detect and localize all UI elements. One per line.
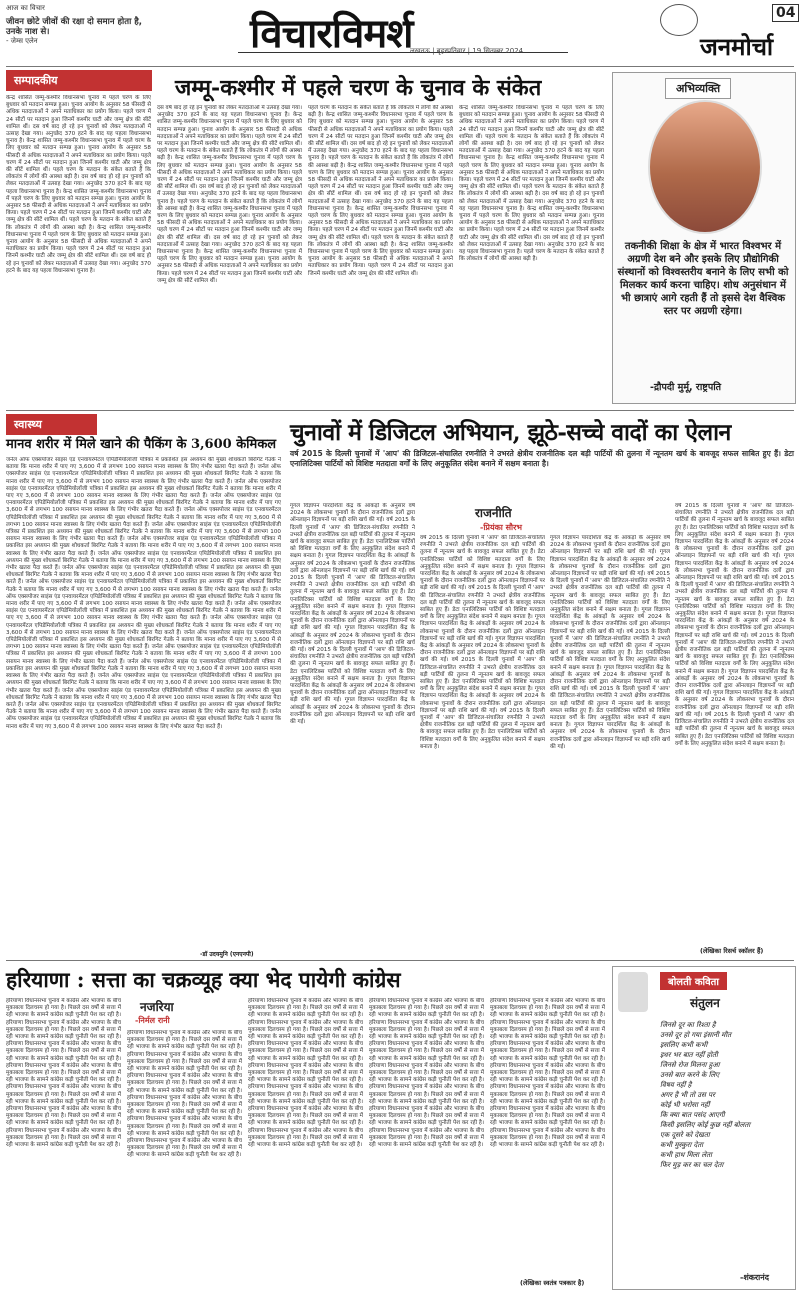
haryana-col-5: हरियाणा विधानसभा चुनाव में कांग्रेस और भाजपा के बीच मुकाबला दिलचस्प हो गया है। पिछले दस वर्षों से सत्ता में रही भाजपा के सामने कांग्रेस कड़ी चुनौती पेश कर रही है। हरियाणा विधानसभा चुनाव में कांग्रेस और भाजपा के बीच मुकाबला दिलचस्प हो गया है। पिछले दस वर्षों से सत्ता में रही भाजपा के सामने कांग्रेस कड़ी चुनौती पेश कर रही है। हरियाणा विधानसभा चुनाव में कांग्रेस और भाजपा के बीच मुकाबला दिलचस्प हो गया है। पिछले दस वर्षों से सत्ता में रही भाजपा के सामने कांग्रेस कड़ी चुनौती पेश कर रही है। हरियाणा विधानसभा चुनाव में कांग्रेस और भाजपा के बीच मुकाबला दिलचस्प हो गया है। पिछले दस वर्षों से सत्ता में रही भाजपा के सामने कांग्रेस कड़ी चुनौती पेश कर रही है। हरियाणा विधानसभा चुनाव में कांग्रेस और भाजपा के बीच मुकाबला दिलचस्प हो गया है। पिछले दस वर्षों से सत्ता में रही भाजपा के सामने कांग्रेस कड़ी चुनौती पेश कर रही है। हरियाणा विधानसभा चुनाव में कांग्रेस और भाजपा के बीच मुकाबला दिलचस्प हो गया है। पिछले दस वर्षों से सत्ता में रही भाजपा के सामने कांग्रेस कड़ी चुनौती पेश कर रही है। हरियाणा विधानसभा चुनाव में कांग्रेस और भाजपा के बीच मुकाबला दिलचस्प हो गया है। पिछले दस वर्षों से सत्ता में रही भाजपा के सामने कांग्रेस कड़ी चुनौती पेश कर रही है।: [490, 998, 605, 1149]
editorial-headline: जम्मू-कश्मीर में पहले चरण के चुनाव के संकेत: [175, 75, 542, 101]
health-headline: मानव शरीर में मिले खाने की पैकिंग के 3,600 केमिकल: [6, 437, 277, 452]
thought-author: - जेम्स एलेन: [6, 37, 38, 45]
president-portrait: [648, 100, 762, 234]
poem-line: कभी मुस्कुरा देता: [660, 1141, 704, 1149]
masthead-rule: [6, 66, 794, 67]
health-body: जर्नल ऑफ एक्सपोजर साइंस एंड एनवायरमेंटल एपिडेमियोलॉजी पत्रिका में प्रकाशित इस अध्ययन की मुख्य शोधकर्ता बिरगिट गेउके ने बताया कि मानव शरीर में पाए गए 3,600 में से लगभग 100 रसायन मानव स्वास्थ्य के लिए गंभीर खतरा पैदा करते हैं। जर्नल ऑफ एक्सपोजर साइंस एंड एनवायरमेंटल एपिडेमियोलॉजी पत्रिका में प्रकाशित इस अध्ययन की मुख्य शोधकर्ता बिरगिट गेउके ने बताया कि मानव शरीर में पाए गए 3,600 में से लगभग 100 रसायन मानव स्वास्थ्य के लिए गंभीर खतरा पैदा करते हैं। जर्नल ऑफ एक्सपोजर साइंस एंड एनवायरमेंटल एपिडेमियोलॉजी पत्रिका में प्रकाशित इस अध्ययन की मुख्य शोधकर्ता बिरगिट गेउके ने बताया कि मानव शरीर में पाए गए 3,600 में से लगभग 100 रसायन मानव स्वास्थ्य के लिए गंभीर खतरा पैदा करते हैं। जर्नल ऑफ एक्सपोजर साइंस एंड एनवायरमेंटल एपिडेमियोलॉजी पत्रिका में प्रकाशित इस अध्ययन की मुख्य शोधकर्ता बिरगिट गेउके ने बताया कि मानव शरीर में पाए गए 3,600 में से लगभग 100 रसायन मानव स्वास्थ्य के लिए गंभीर खतरा पैदा करते हैं। जर्नल ऑफ एक्सपोजर साइंस एंड एनवायरमेंटल एपिडेमियोलॉजी पत्रिका में प्रकाशित इस अध्ययन की मुख्य शोधकर्ता बिरगिट गेउके ने बताया कि मानव शरीर में पाए गए 3,600 में से लगभग 100 रसायन मानव स्वास्थ्य के लिए गंभीर खतरा पैदा करते हैं। जर्नल ऑफ एक्सपोजर साइंस एंड एनवायरमेंटल एपिडेमियोलॉजी पत्रिका में प्रकाशित इस अध्ययन की मुख्य शोधकर्ता बिरगिट गेउके ने बताया कि मानव शरीर में पाए गए 3,600 में से लगभग 100 रसायन मानव स्वास्थ्य के लिए गंभीर खतरा पैदा करते हैं। जर्नल ऑफ एक्सपोजर साइंस एंड एनवायरमेंटल एपिडेमियोलॉजी पत्रिका में प्रकाशित इस अध्ययन की मुख्य शोधकर्ता बिरगिट गेउके ने बताया कि मानव शरीर में पाए गए 3,600 में से लगभग 100 रसायन मानव स्वास्थ्य के लिए गंभीर खतरा पैदा करते हैं। जर्नल ऑफ एक्सपोजर साइंस एंड एनवायरमेंटल एपिडेमियोलॉजी पत्रिका में प्रकाशित इस अध्ययन की मुख्य शोधकर्ता बिरगिट गेउके ने बताया कि मानव शरीर में पाए गए 3,600 में से लगभग 100 रसायन मानव स्वास्थ्य के लिए गंभीर खतरा पैदा करते हैं। जर्नल ऑफ एक्सपोजर साइंस एंड एनवायरमेंटल एपिडेमियोलॉजी पत्रिका में प्रकाशित इस अध्ययन की मुख्य शोधकर्ता बिरगिट गेउके ने बताया कि मानव शरीर में पाए गए 3,600 में से लगभग 100 रसायन मानव स्वास्थ्य के लिए गंभीर खतरा पैदा करते हैं। जर्नल ऑफ एक्सपोजर साइंस एंड एनवायरमेंटल एपिडेमियोलॉजी पत्रिका में प्रकाशित इस अध्ययन की मुख्य शोधकर्ता बिरगिट गेउके ने बताया कि मानव शरीर में पाए गए 3,600 में से लगभग 100 रसायन मानव स्वास्थ्य के लिए गंभीर खतरा पैदा करते हैं। जर्नल ऑफ एक्सपोजर साइंस एंड एनवायरमेंटल एपिडेमियोलॉजी पत्रिका में प्रकाशित इस अध्ययन की मुख्य शोधकर्ता बिरगिट गेउके ने बताया कि मानव शरीर में पाए गए 3,600 में से लगभग 100 रसायन मानव स्वास्थ्य के लिए गंभीर खतरा पैदा करते हैं। जर्नल ऑफ एक्सपोजर साइंस एंड एनवायरमेंटल एपिडेमियोलॉजी पत्रिका में प्रकाशित इस अध्ययन की मुख्य शोधकर्ता बिरगिट गेउके ने बताया कि मानव शरीर में पाए गए 3,600 में से लगभग 100 रसायन मानव स्वास्थ्य के लिए गंभीर खतरा पैदा करते हैं। जर्नल ऑफ एक्सपोजर साइंस एंड एनवायरमेंटल एपिडेमियोलॉजी पत्रिका में प्रकाशित इस अध्ययन की मुख्य शोधकर्ता बिरगिट गेउके ने बताया कि मानव शरीर में पाए गए 3,600 में से लगभग 100 रसायन मानव स्वास्थ्य के लिए गंभीर खतरा पैदा करते हैं। जर्नल ऑफ एक्सपोजर साइंस एंड एनवायरमेंटल एपिडेमियोलॉजी पत्रिका में प्रकाशित इस अध्ययन की मुख्य शोधकर्ता बिरगिट गेउके ने बताया कि मानव शरीर में पाए गए 3,600 में से लगभग 100 रसायन मानव स्वास्थ्य के लिए गंभीर खतरा पैदा करते हैं। जर्नल ऑफ एक्सपोजर साइंस एंड एनवायरमेंटल एपिडेमियोलॉजी पत्रिका में प्रकाशित इस अध्ययन की मुख्य शोधकर्ता बिरगिट गेउके ने बताया कि मानव शरीर में पाए गए 3,600 में से लगभग 100 रसायन मानव स्वास्थ्य के लिए गंभीर खतरा पैदा करते हैं। जर्नल ऑफ एक्सपोजर साइंस एंड एनवायरमेंटल एपिडेमियोलॉजी पत्रिका में प्रकाशित इस अध्ययन की मुख्य शोधकर्ता बिरगिट गेउके ने बताया कि मानव शरीर में पाए गए 3,600 में से लगभग 100 रसायन मानव स्वास्थ्य के लिए गंभीर खतरा पैदा करते हैं। जर्नल ऑफ एक्सपोजर साइंस एंड एनवायरमेंटल एपिडेमियोलॉजी पत्रिका में प्रकाशित इस अध्ययन की मुख्य शोधकर्ता बिरगिट गेउके ने बताया कि मानव शरीर में पाए गए 3,600 में से लगभग 100 रसायन मानव स्वास्थ्य के लिए गंभीर खतरा पैदा करते हैं। जर्नल ऑफ एक्सपोजर साइंस एंड एनवायरमेंटल एपिडेमियोलॉजी पत्रिका में प्रकाशित इस अध्ययन की मुख्य शोधकर्ता बिरगिट गेउके ने बताया कि मानव शरीर में पाए गए 3,600 में से लगभग 100 रसायन मानव स्वास्थ्य के लिए गंभीर खतरा पैदा करते हैं। जर्नल ऑफ एक्सपोजर साइंस एंड एनवायरमेंटल एपिडेमियोलॉजी पत्रिका में प्रकाशित इस अध्ययन की मुख्य शोधकर्ता बिरगिट गेउके ने बताया कि मानव शरीर में पाए गए 3,600 में से लगभग 100 रसायन मानव स्वास्थ्य के लिए गंभीर खतरा पैदा करते हैं। जर्नल ऑफ एक्सपोजर साइंस एंड एनवायरमेंटल एपिडेमियोलॉजी पत्रिका में प्रकाशित इस अध्ययन की मुख्य शोधकर्ता बिरगिट गेउके ने बताया कि मानव शरीर में पाए गए 3,600 में से लगभग 100 रसायन मानव स्वास्थ्य के लिए गंभीर खतरा पैदा करते हैं।: [6, 457, 281, 730]
poem-line: जिनसे दूर का रिश्ता है: [660, 1021, 716, 1029]
health-credit: -डॉ उदयमुनि (एनएनपी): [200, 951, 254, 958]
poem-lines: [660, 1020, 790, 1170]
poem-line: फिर मुड़ कर का चल देता: [660, 1161, 724, 1169]
section-rule-2: [6, 960, 794, 961]
poem-line: किसी इसलिए कोई कुछ नहीं बोलता: [660, 1121, 751, 1129]
lead-deck: वर्ष 2015 के दिल्ली चुनावों में 'आप' की डिजिटल-संचालित रणनीति ने उभरते क्षेत्रीय राजनीतिक दल बड़ी पार्टियों की तुलना में न्यूनतम खर्च के बावजूद सफल साबित हुए हैं। डेटा एनालिटिक्स पार्टियों को विशिष्ट मतदाता वर्गों के लिए अनुकूलित संदेश बनाने में सक्षम बनाता है।: [290, 449, 794, 468]
poet-portrait: [618, 972, 648, 1012]
haryana-col-3: हरियाणा विधानसभा चुनाव में कांग्रेस और भाजपा के बीच मुकाबला दिलचस्प हो गया है। पिछले दस वर्षों से सत्ता में रही भाजपा के सामने कांग्रेस कड़ी चुनौती पेश कर रही है। हरियाणा विधानसभा चुनाव में कांग्रेस और भाजपा के बीच मुकाबला दिलचस्प हो गया है। पिछले दस वर्षों से सत्ता में रही भाजपा के सामने कांग्रेस कड़ी चुनौती पेश कर रही है। हरियाणा विधानसभा चुनाव में कांग्रेस और भाजपा के बीच मुकाबला दिलचस्प हो गया है। पिछले दस वर्षों से सत्ता में रही भाजपा के सामने कांग्रेस कड़ी चुनौती पेश कर रही है। हरियाणा विधानसभा चुनाव में कांग्रेस और भाजपा के बीच मुकाबला दिलचस्प हो गया है। पिछले दस वर्षों से सत्ता में रही भाजपा के सामने कांग्रेस कड़ी चुनौती पेश कर रही है। हरियाणा विधानसभा चुनाव में कांग्रेस और भाजपा के बीच मुकाबला दिलचस्प हो गया है। पिछले दस वर्षों से सत्ता में रही भाजपा के सामने कांग्रेस कड़ी चुनौती पेश कर रही है। हरियाणा विधानसभा चुनाव में कांग्रेस और भाजपा के बीच मुकाबला दिलचस्प हो गया है। पिछले दस वर्षों से सत्ता में रही भाजपा के सामने कांग्रेस कड़ी चुनौती पेश कर रही है। हरियाणा विधानसभा चुनाव में कांग्रेस और भाजपा के बीच मुकाबला दिलचस्प हो गया है। पिछले दस वर्षों से सत्ता में रही भाजपा के सामने कांग्रेस कड़ी चुनौती पेश कर रही है।: [248, 998, 363, 1149]
haryana-footer-author: (लेखिका स्वतंत्र पत्रकार है): [520, 1279, 585, 1287]
poem-line: उनसे दूर हो गया इंसानी मौत: [660, 1031, 732, 1039]
haryana-headline: हरियाणा : सत्ता का चक्रव्यूह क्या भेद पायेगी कांग्रेस: [6, 967, 401, 992]
quote-box-title: अभिव्यक्ति: [665, 78, 731, 99]
poem-line: कि क्या बात पसंद आएगी: [660, 1111, 725, 1119]
poem-line: एक दूसरे को देखता: [660, 1131, 710, 1139]
editorial-col-2: दस वर्ष बाद हो रहे इन चुनावों को लेकर मतदाताओं में उत्साह देखा गया। अनुच्छेद 370 हटने के बाद यह पहला विधानसभा चुनाव है। केन्द्र शासित जम्मू-कश्मीर विधानसभा चुनाव में पहले चरण के लिए बुधवार को मतदान सम्पन्न हुआ। चुनाव आयोग के अनुसार 58 फीसदी से अधिक मतदाताओं ने अपने मताधिकार का प्रयोग किया। पहले चरण में 24 सीटों पर मतदान हुआ जिनमें कश्मीर घाटी और जम्मू क्षेत्र की सीटें शामिल थीं। पहले चरण के मतदान के संकेत बताते हैं कि लोकतंत्र में लोगों की आस्था बढ़ी है। केन्द्र शासित जम्मू-कश्मीर विधानसभा चुनाव में पहले चरण के लिए बुधवार को मतदान सम्पन्न हुआ। चुनाव आयोग के अनुसार 58 फीसदी से अधिक मतदाताओं ने अपने मताधिकार का प्रयोग किया। पहले चरण में 24 सीटों पर मतदान हुआ जिनमें कश्मीर घाटी और जम्मू क्षेत्र की सीटें शामिल थीं। दस वर्ष बाद हो रहे इन चुनावों को लेकर मतदाताओं में उत्साह देखा गया। अनुच्छेद 370 हटने के बाद यह पहला विधानसभा चुनाव है। पहले चरण के मतदान के संकेत बताते हैं कि लोकतंत्र में लोगों की आस्था बढ़ी है। केन्द्र शासित जम्मू-कश्मीर विधानसभा चुनाव में पहले चरण के लिए बुधवार को मतदान सम्पन्न हुआ। चुनाव आयोग के अनुसार 58 फीसदी से अधिक मतदाताओं ने अपने मताधिकार का प्रयोग किया। पहले चरण में 24 सीटों पर मतदान हुआ जिनमें कश्मीर घाटी और जम्मू क्षेत्र की सीटें शामिल थीं। दस वर्ष बाद हो रहे इन चुनावों को लेकर मतदाताओं में उत्साह देखा गया। अनुच्छेद 370 हटने के बाद यह पहला विधानसभा चुनाव है। केन्द्र शासित जम्मू-कश्मीर विधानसभा चुनाव में पहले चरण के लिए बुधवार को मतदान सम्पन्न हुआ। चुनाव आयोग के अनुसार 58 फीसदी से अधिक मतदाताओं ने अपने मताधिकार का प्रयोग किया। पहले चरण में 24 सीटों पर मतदान हुआ जिनमें कश्मीर घाटी और जम्मू क्षेत्र की सीटें शामिल थीं।: [157, 105, 302, 284]
poem-line: इधर भर बात नहीं होती: [660, 1051, 718, 1059]
editorial-col-1: केन्द्र शासित जम्मू-कश्मीर विधानसभा चुनाव में पहले चरण के लिए बुधवार को मतदान सम्पन्न हुआ। चुनाव आयोग के अनुसार 58 फीसदी से अधिक मतदाताओं ने अपने मताधिकार का प्रयोग किया। पहले चरण में 24 सीटों पर मतदान हुआ जिनमें कश्मीर घाटी और जम्मू क्षेत्र की सीटें शामिल थीं। दस वर्ष बाद हो रहे इन चुनावों को लेकर मतदाताओं में उत्साह देखा गया। अनुच्छेद 370 हटने के बाद यह पहला विधानसभा चुनाव है। केन्द्र शासित जम्मू-कश्मीर विधानसभा चुनाव में पहले चरण के लिए बुधवार को मतदान सम्पन्न हुआ। चुनाव आयोग के अनुसार 58 फीसदी से अधिक मतदाताओं ने अपने मताधिकार का प्रयोग किया। पहले चरण में 24 सीटों पर मतदान हुआ जिनमें कश्मीर घाटी और जम्मू क्षेत्र की सीटें शामिल थीं। पहले चरण के मतदान के संकेत बताते हैं कि लोकतंत्र में लोगों की आस्था बढ़ी है। दस वर्ष बाद हो रहे इन चुनावों को लेकर मतदाताओं में उत्साह देखा गया। अनुच्छेद 370 हटने के बाद यह पहला विधानसभा चुनाव है। केन्द्र शासित जम्मू-कश्मीर विधानसभा चुनाव में पहले चरण के लिए बुधवार को मतदान सम्पन्न हुआ। चुनाव आयोग के अनुसार 58 फीसदी से अधिक मतदाताओं ने अपने मताधिकार का प्रयोग किया। पहले चरण में 24 सीटों पर मतदान हुआ जिनमें कश्मीर घाटी और जम्मू क्षेत्र की सीटें शामिल थीं। पहले चरण के मतदान के संकेत बताते हैं कि लोकतंत्र में लोगों की आस्था बढ़ी है। केन्द्र शासित जम्मू-कश्मीर विधानसभा चुनाव में पहले चरण के लिए बुधवार को मतदान सम्पन्न हुआ। चुनाव आयोग के अनुसार 58 फीसदी से अधिक मतदाताओं ने अपने मताधिकार का प्रयोग किया। पहले चरण में 24 सीटों पर मतदान हुआ जिनमें कश्मीर घाटी और जम्मू क्षेत्र की सीटें शामिल थीं। दस वर्ष बाद हो रहे इन चुनावों को लेकर मतदाताओं में उत्साह देखा गया। अनुच्छेद 370 हटने के बाद यह पहला विधानसभा चुनाव है।: [6, 95, 151, 274]
brand-emblem-icon: [660, 4, 698, 36]
poem-title: संतुलन: [690, 996, 720, 1010]
brand-name: जनमोर्चा: [700, 32, 774, 61]
thought-of-day: [6, 4, 156, 46]
thought-quote: जीवन छोटे जीवों की रक्षा दो समान होता है, उनके नाश से।: [6, 17, 142, 37]
poem-line: उनसे बात करने के लिए: [660, 1071, 720, 1079]
quote-box-text: तकनीकी शिक्षा के क्षेत्र में भारत विश्वभर में अग्रणी देश बने और इसके लिए प्रौद्योगिकी संस्थानों को विश्वस्तरीय बनाने के लिए सभी को मिलकर कार्य करना चाहिए। शोध अनुसंधान में भी छात्राएं आगे रहती हैं तो इससे देश वैश्विक स्तर पर अग्रणी रहेगा।: [617, 241, 789, 317]
poem-line: विषय नहीं है: [660, 1081, 692, 1089]
lead-footer-author: (लेखिका रिसर्च स्कॉलर हैं): [700, 947, 764, 955]
poem-line: जिनसे रोज मिलना हुआ: [660, 1061, 720, 1069]
health-section-tag: स्वास्थ्य: [6, 414, 97, 435]
haryana-col-2: हरियाणा विधानसभा चुनाव में कांग्रेस और भाजपा के बीच मुकाबला दिलचस्प हो गया है। पिछले दस वर्षों से सत्ता में रही भाजपा के सामने कांग्रेस कड़ी चुनौती पेश कर रही है। हरियाणा विधानसभा चुनाव में कांग्रेस और भाजपा के बीच मुकाबला दिलचस्प हो गया है। पिछले दस वर्षों से सत्ता में रही भाजपा के सामने कांग्रेस कड़ी चुनौती पेश कर रही है। हरियाणा विधानसभा चुनाव में कांग्रेस और भाजपा के बीच मुकाबला दिलचस्प हो गया है। पिछले दस वर्षों से सत्ता में रही भाजपा के सामने कांग्रेस कड़ी चुनौती पेश कर रही है। हरियाणा विधानसभा चुनाव में कांग्रेस और भाजपा के बीच मुकाबला दिलचस्प हो गया है। पिछले दस वर्षों से सत्ता में रही भाजपा के सामने कांग्रेस कड़ी चुनौती पेश कर रही है। हरियाणा विधानसभा चुनाव में कांग्रेस और भाजपा के बीच मुकाबला दिलचस्प हो गया है। पिछले दस वर्षों से सत्ता में रही भाजपा के सामने कांग्रेस कड़ी चुनौती पेश कर रही है। हरियाणा विधानसभा चुनाव में कांग्रेस और भाजपा के बीच मुकाबला दिलचस्प हो गया है। पिछले दस वर्षों से सत्ता में रही भाजपा के सामने कांग्रेस कड़ी चुनौती पेश कर रही है।: [127, 1030, 242, 1159]
date-line: लखनऊ | बृहस्पतिवार | 19 सितम्बर 2024: [410, 47, 524, 55]
lead-headline: चुनावों में डिजिटल अभियान, झूठे-सच्चे वादों का ऐलान: [290, 419, 731, 446]
haryana-col-4: हरियाणा विधानसभा चुनाव में कांग्रेस और भाजपा के बीच मुकाबला दिलचस्प हो गया है। पिछले दस वर्षों से सत्ता में रही भाजपा के सामने कांग्रेस कड़ी चुनौती पेश कर रही है। हरियाणा विधानसभा चुनाव में कांग्रेस और भाजपा के बीच मुकाबला दिलचस्प हो गया है। पिछले दस वर्षों से सत्ता में रही भाजपा के सामने कांग्रेस कड़ी चुनौती पेश कर रही है। हरियाणा विधानसभा चुनाव में कांग्रेस और भाजपा के बीच मुकाबला दिलचस्प हो गया है। पिछले दस वर्षों से सत्ता में रही भाजपा के सामने कांग्रेस कड़ी चुनौती पेश कर रही है। हरियाणा विधानसभा चुनाव में कांग्रेस और भाजपा के बीच मुकाबला दिलचस्प हो गया है। पिछले दस वर्षों से सत्ता में रही भाजपा के सामने कांग्रेस कड़ी चुनौती पेश कर रही है। हरियाणा विधानसभा चुनाव में कांग्रेस और भाजपा के बीच मुकाबला दिलचस्प हो गया है। पिछले दस वर्षों से सत्ता में रही भाजपा के सामने कांग्रेस कड़ी चुनौती पेश कर रही है। हरियाणा विधानसभा चुनाव में कांग्रेस और भाजपा के बीच मुकाबला दिलचस्प हो गया है। पिछले दस वर्षों से सत्ता में रही भाजपा के सामने कांग्रेस कड़ी चुनौती पेश कर रही है। हरियाणा विधानसभा चुनाव में कांग्रेस और भाजपा के बीच मुकाबला दिलचस्प हो गया है। पिछले दस वर्षों से सत्ता में रही भाजपा के सामने कांग्रेस कड़ी चुनौती पेश कर रही है।: [369, 998, 484, 1149]
thought-tag: आज का विचार: [6, 4, 45, 12]
page-number: 04: [772, 4, 799, 22]
poem-author: -शंकरानंद: [740, 1273, 769, 1282]
poem-line: कोई भी भरोसा नहीं: [660, 1101, 710, 1109]
poem-line: कभी हाथ मिला लेता: [660, 1151, 712, 1159]
quote-box-author: -द्रौपदी मुर्मू, राष्ट्रपति: [650, 382, 722, 393]
editorial-col-4: केन्द्र शासित जम्मू-कश्मीर विधानसभा चुनाव में पहले चरण के लिए बुधवार को मतदान सम्पन्न हुआ। चुनाव आयोग के अनुसार 58 फीसदी से अधिक मतदाताओं ने अपने मताधिकार का प्रयोग किया। पहले चरण में 24 सीटों पर मतदान हुआ जिनमें कश्मीर घाटी और जम्मू क्षेत्र की सीटें शामिल थीं। पहले चरण के मतदान के संकेत बताते हैं कि लोकतंत्र में लोगों की आस्था बढ़ी है। दस वर्ष बाद हो रहे इन चुनावों को लेकर मतदाताओं में उत्साह देखा गया। अनुच्छेद 370 हटने के बाद यह पहला विधानसभा चुनाव है। केन्द्र शासित जम्मू-कश्मीर विधानसभा चुनाव में पहले चरण के लिए बुधवार को मतदान सम्पन्न हुआ। चुनाव आयोग के अनुसार 58 फीसदी से अधिक मतदाताओं ने अपने मताधिकार का प्रयोग किया। पहले चरण में 24 सीटों पर मतदान हुआ जिनमें कश्मीर घाटी और जम्मू क्षेत्र की सीटें शामिल थीं। पहले चरण के मतदान के संकेत बताते हैं कि लोकतंत्र में लोगों की आस्था बढ़ी है। दस वर्ष बाद हो रहे इन चुनावों को लेकर मतदाताओं में उत्साह देखा गया। अनुच्छेद 370 हटने के बाद यह पहला विधानसभा चुनाव है। केन्द्र शासित जम्मू-कश्मीर विधानसभा चुनाव में पहले चरण के लिए बुधवार को मतदान सम्पन्न हुआ। चुनाव आयोग के अनुसार 58 फीसदी से अधिक मतदाताओं ने अपने मताधिकार का प्रयोग किया। पहले चरण में 24 सीटों पर मतदान हुआ जिनमें कश्मीर घाटी और जम्मू क्षेत्र की सीटें शामिल थीं। दस वर्ष बाद हो रहे इन चुनावों को लेकर मतदाताओं में उत्साह देखा गया। अनुच्छेद 370 हटने के बाद यह पहला विधानसभा चुनाव है। पहले चरण के मतदान के संकेत बताते हैं कि लोकतंत्र में लोगों की आस्था बढ़ी है।: [459, 105, 604, 263]
lead-col-2: वर्ष 2015 के दिल्ली चुनावों में 'आप' की डिजिटल-संचालित रणनीति ने उभरते क्षेत्रीय राजनीतिक दल बड़ी पार्टियों की तुलना में न्यूनतम खर्च के बावजूद सफल साबित हुए हैं। डेटा एनालिटिक्स पार्टियों को विशिष्ट मतदाता वर्गों के लिए अनुकूलित संदेश बनाने में सक्षम बनाता है। गूगल विज्ञापन पारदर्शिता केंद्र के आंकड़ों के अनुसार वर्ष 2024 के लोकसभा चुनावों के दौरान राजनीतिक दलों द्वारा ऑनलाइन विज्ञापनों पर बड़ी राशि खर्च की गई। वर्ष 2015 के दिल्ली चुनावों में 'आप' की डिजिटल-संचालित रणनीति ने उभरते क्षेत्रीय राजनीतिक दल बड़ी पार्टियों की तुलना में न्यूनतम खर्च के बावजूद सफल साबित हुए हैं। डेटा एनालिटिक्स पार्टियों को विशिष्ट मतदाता वर्गों के लिए अनुकूलित संदेश बनाने में सक्षम बनाता है। गूगल विज्ञापन पारदर्शिता केंद्र के आंकड़ों के अनुसार वर्ष 2024 के लोकसभा चुनावों के दौरान राजनीतिक दलों द्वारा ऑनलाइन विज्ञापनों पर बड़ी राशि खर्च की गई। गूगल विज्ञापन पारदर्शिता केंद्र के आंकड़ों के अनुसार वर्ष 2024 के लोकसभा चुनावों के दौरान राजनीतिक दलों द्वारा ऑनलाइन विज्ञापनों पर बड़ी राशि खर्च की गई। वर्ष 2015 के दिल्ली चुनावों में 'आप' की डिजिटल-संचालित रणनीति ने उभरते क्षेत्रीय राजनीतिक दल बड़ी पार्टियों की तुलना में न्यूनतम खर्च के बावजूद सफल साबित हुए हैं। डेटा एनालिटिक्स पार्टियों को विशिष्ट मतदाता वर्गों के लिए अनुकूलित संदेश बनाने में सक्षम बनाता है। गूगल विज्ञापन पारदर्शिता केंद्र के आंकड़ों के अनुसार वर्ष 2024 के लोकसभा चुनावों के दौरान राजनीतिक दलों द्वारा ऑनलाइन विज्ञापनों पर बड़ी राशि खर्च की गई। वर्ष 2015 के दिल्ली चुनावों में 'आप' की डिजिटल-संचालित रणनीति ने उभरते क्षेत्रीय राजनीतिक दल बड़ी पार्टियों की तुलना में न्यूनतम खर्च के बावजूद सफल साबित हुए हैं। डेटा एनालिटिक्स पार्टियों को विशिष्ट मतदाता वर्गों के लिए अनुकूलित संदेश बनाने में सक्षम बनाता है।: [420, 535, 545, 750]
lead-column-label: राजनीति: [475, 506, 512, 520]
lead-col-1: गूगल विज्ञापन पारदर्शिता केंद्र के आंकड़ों के अनुसार वर्ष 2024 के लोकसभा चुनावों के दौरान राजनीतिक दलों द्वारा ऑनलाइन विज्ञापनों पर बड़ी राशि खर्च की गई। वर्ष 2015 के दिल्ली चुनावों में 'आप' की डिजिटल-संचालित रणनीति ने उभरते क्षेत्रीय राजनीतिक दल बड़ी पार्टियों की तुलना में न्यूनतम खर्च के बावजूद सफल साबित हुए हैं। डेटा एनालिटिक्स पार्टियों को विशिष्ट मतदाता वर्गों के लिए अनुकूलित संदेश बनाने में सक्षम बनाता है। गूगल विज्ञापन पारदर्शिता केंद्र के आंकड़ों के अनुसार वर्ष 2024 के लोकसभा चुनावों के दौरान राजनीतिक दलों द्वारा ऑनलाइन विज्ञापनों पर बड़ी राशि खर्च की गई। वर्ष 2015 के दिल्ली चुनावों में 'आप' की डिजिटल-संचालित रणनीति ने उभरते क्षेत्रीय राजनीतिक दल बड़ी पार्टियों की तुलना में न्यूनतम खर्च के बावजूद सफल साबित हुए हैं। डेटा एनालिटिक्स पार्टियों को विशिष्ट मतदाता वर्गों के लिए अनुकूलित संदेश बनाने में सक्षम बनाता है। गूगल विज्ञापन पारदर्शिता केंद्र के आंकड़ों के अनुसार वर्ष 2024 के लोकसभा चुनावों के दौरान राजनीतिक दलों द्वारा ऑनलाइन विज्ञापनों पर बड़ी राशि खर्च की गई। गूगल विज्ञापन पारदर्शिता केंद्र के आंकड़ों के अनुसार वर्ष 2024 के लोकसभा चुनावों के दौरान राजनीतिक दलों द्वारा ऑनलाइन विज्ञापनों पर बड़ी राशि खर्च की गई। वर्ष 2015 के दिल्ली चुनावों में 'आप' की डिजिटल-संचालित रणनीति ने उभरते क्षेत्रीय राजनीतिक दल बड़ी पार्टियों की तुलना में न्यूनतम खर्च के बावजूद सफल साबित हुए हैं। डेटा एनालिटिक्स पार्टियों को विशिष्ट मतदाता वर्गों के लिए अनुकूलित संदेश बनाने में सक्षम बनाता है। गूगल विज्ञापन पारदर्शिता केंद्र के आंकड़ों के अनुसार वर्ष 2024 के लोकसभा चुनावों के दौरान राजनीतिक दलों द्वारा ऑनलाइन विज्ञापनों पर बड़ी राशि खर्च की गई। गूगल विज्ञापन पारदर्शिता केंद्र के आंकड़ों के अनुसार वर्ष 2024 के लोकसभा चुनावों के दौरान राजनीतिक दलों द्वारा ऑनलाइन विज्ञापनों पर बड़ी राशि खर्च की गई।: [290, 503, 415, 726]
section-logo: विचारविमर्श: [250, 10, 413, 57]
haryana-col-1: हरियाणा विधानसभा चुनाव में कांग्रेस और भाजपा के बीच मुकाबला दिलचस्प हो गया है। पिछले दस वर्षों से सत्ता में रही भाजपा के सामने कांग्रेस कड़ी चुनौती पेश कर रही है। हरियाणा विधानसभा चुनाव में कांग्रेस और भाजपा के बीच मुकाबला दिलचस्प हो गया है। पिछले दस वर्षों से सत्ता में रही भाजपा के सामने कांग्रेस कड़ी चुनौती पेश कर रही है। हरियाणा विधानसभा चुनाव में कांग्रेस और भाजपा के बीच मुकाबला दिलचस्प हो गया है। पिछले दस वर्षों से सत्ता में रही भाजपा के सामने कांग्रेस कड़ी चुनौती पेश कर रही है। हरियाणा विधानसभा चुनाव में कांग्रेस और भाजपा के बीच मुकाबला दिलचस्प हो गया है। पिछले दस वर्षों से सत्ता में रही भाजपा के सामने कांग्रेस कड़ी चुनौती पेश कर रही है। हरियाणा विधानसभा चुनाव में कांग्रेस और भाजपा के बीच मुकाबला दिलचस्प हो गया है। पिछले दस वर्षों से सत्ता में रही भाजपा के सामने कांग्रेस कड़ी चुनौती पेश कर रही है। हरियाणा विधानसभा चुनाव में कांग्रेस और भाजपा के बीच मुकाबला दिलचस्प हो गया है। पिछले दस वर्षों से सत्ता में रही भाजपा के सामने कांग्रेस कड़ी चुनौती पेश कर रही है। हरियाणा विधानसभा चुनाव में कांग्रेस और भाजपा के बीच मुकाबला दिलचस्प हो गया है। पिछले दस वर्षों से सत्ता में रही भाजपा के सामने कांग्रेस कड़ी चुनौती पेश कर रही है।: [6, 998, 121, 1149]
lead-author: -प्रियंका सौरभ: [480, 523, 522, 532]
haryana-column-label: नजरिया: [140, 1000, 174, 1014]
editorial-section-tag: सम्पादकीय: [6, 70, 152, 91]
poem-label: बोलती कविता: [660, 972, 727, 990]
lead-col-4: वर्ष 2015 के दिल्ली चुनावों में 'आप' की डिजिटल-संचालित रणनीति ने उभरते क्षेत्रीय राजनीतिक दल बड़ी पार्टियों की तुलना में न्यूनतम खर्च के बावजूद सफल साबित हुए हैं। डेटा एनालिटिक्स पार्टियों को विशिष्ट मतदाता वर्गों के लिए अनुकूलित संदेश बनाने में सक्षम बनाता है। गूगल विज्ञापन पारदर्शिता केंद्र के आंकड़ों के अनुसार वर्ष 2024 के लोकसभा चुनावों के दौरान राजनीतिक दलों द्वारा ऑनलाइन विज्ञापनों पर बड़ी राशि खर्च की गई। गूगल विज्ञापन पारदर्शिता केंद्र के आंकड़ों के अनुसार वर्ष 2024 के लोकसभा चुनावों के दौरान राजनीतिक दलों द्वारा ऑनलाइन विज्ञापनों पर बड़ी राशि खर्च की गई। वर्ष 2015 के दिल्ली चुनावों में 'आप' की डिजिटल-संचालित रणनीति ने उभरते क्षेत्रीय राजनीतिक दल बड़ी पार्टियों की तुलना में न्यूनतम खर्च के बावजूद सफल साबित हुए हैं। डेटा एनालिटिक्स पार्टियों को विशिष्ट मतदाता वर्गों के लिए अनुकूलित संदेश बनाने में सक्षम बनाता है। गूगल विज्ञापन पारदर्शिता केंद्र के आंकड़ों के अनुसार वर्ष 2024 के लोकसभा चुनावों के दौरान राजनीतिक दलों द्वारा ऑनलाइन विज्ञापनों पर बड़ी राशि खर्च की गई। वर्ष 2015 के दिल्ली चुनावों में 'आप' की डिजिटल-संचालित रणनीति ने उभरते क्षेत्रीय राजनीतिक दल बड़ी पार्टियों की तुलना में न्यूनतम खर्च के बावजूद सफल साबित हुए हैं। डेटा एनालिटिक्स पार्टियों को विशिष्ट मतदाता वर्गों के लिए अनुकूलित संदेश बनाने में सक्षम बनाता है। गूगल विज्ञापन पारदर्शिता केंद्र के आंकड़ों के अनुसार वर्ष 2024 के लोकसभा चुनावों के दौरान राजनीतिक दलों द्वारा ऑनलाइन विज्ञापनों पर बड़ी राशि खर्च की गई। गूगल विज्ञापन पारदर्शिता केंद्र के आंकड़ों के अनुसार वर्ष 2024 के लोकसभा चुनावों के दौरान राजनीतिक दलों द्वारा ऑनलाइन विज्ञापनों पर बड़ी राशि खर्च की गई। वर्ष 2015 के दिल्ली चुनावों में 'आप' की डिजिटल-संचालित रणनीति ने उभरते क्षेत्रीय राजनीतिक दल बड़ी पार्टियों की तुलना में न्यूनतम खर्च के बावजूद सफल साबित हुए हैं। डेटा एनालिटिक्स पार्टियों को विशिष्ट मतदाता वर्गों के लिए अनुकूलित संदेश बनाने में सक्षम बनाता है।: [675, 503, 794, 747]
haryana-author: -निर्मल रानी: [135, 1016, 170, 1025]
lead-col-3: गूगल विज्ञापन पारदर्शिता केंद्र के आंकड़ों के अनुसार वर्ष 2024 के लोकसभा चुनावों के दौरान राजनीतिक दलों द्वारा ऑनलाइन विज्ञापनों पर बड़ी राशि खर्च की गई। गूगल विज्ञापन पारदर्शिता केंद्र के आंकड़ों के अनुसार वर्ष 2024 के लोकसभा चुनावों के दौरान राजनीतिक दलों द्वारा ऑनलाइन विज्ञापनों पर बड़ी राशि खर्च की गई। वर्ष 2015 के दिल्ली चुनावों में 'आप' की डिजिटल-संचालित रणनीति ने उभरते क्षेत्रीय राजनीतिक दल बड़ी पार्टियों की तुलना में न्यूनतम खर्च के बावजूद सफल साबित हुए हैं। डेटा एनालिटिक्स पार्टियों को विशिष्ट मतदाता वर्गों के लिए अनुकूलित संदेश बनाने में सक्षम बनाता है। गूगल विज्ञापन पारदर्शिता केंद्र के आंकड़ों के अनुसार वर्ष 2024 के लोकसभा चुनावों के दौरान राजनीतिक दलों द्वारा ऑनलाइन विज्ञापनों पर बड़ी राशि खर्च की गई। वर्ष 2015 के दिल्ली चुनावों में 'आप' की डिजिटल-संचालित रणनीति ने उभरते क्षेत्रीय राजनीतिक दल बड़ी पार्टियों की तुलना में न्यूनतम खर्च के बावजूद सफल साबित हुए हैं। डेटा एनालिटिक्स पार्टियों को विशिष्ट मतदाता वर्गों के लिए अनुकूलित संदेश बनाने में सक्षम बनाता है। गूगल विज्ञापन पारदर्शिता केंद्र के आंकड़ों के अनुसार वर्ष 2024 के लोकसभा चुनावों के दौरान राजनीतिक दलों द्वारा ऑनलाइन विज्ञापनों पर बड़ी राशि खर्च की गई। वर्ष 2015 के दिल्ली चुनावों में 'आप' की डिजिटल-संचालित रणनीति ने उभरते क्षेत्रीय राजनीतिक दल बड़ी पार्टियों की तुलना में न्यूनतम खर्च के बावजूद सफल साबित हुए हैं। डेटा एनालिटिक्स पार्टियों को विशिष्ट मतदाता वर्गों के लिए अनुकूलित संदेश बनाने में सक्षम बनाता है। गूगल विज्ञापन पारदर्शिता केंद्र के आंकड़ों के अनुसार वर्ष 2024 के लोकसभा चुनावों के दौरान राजनीतिक दलों द्वारा ऑनलाइन विज्ञापनों पर बड़ी राशि खर्च की गई।: [550, 535, 670, 750]
section-rule-1: [6, 410, 794, 411]
poem-line: इसलिए कभी कभी: [660, 1041, 708, 1049]
editorial-col-3: पहले चरण के मतदान के संकेत बताते हैं कि लोकतंत्र में लोगों की आस्था बढ़ी है। केन्द्र शासित जम्मू-कश्मीर विधानसभा चुनाव में पहले चरण के लिए बुधवार को मतदान सम्पन्न हुआ। चुनाव आयोग के अनुसार 58 फीसदी से अधिक मतदाताओं ने अपने मताधिकार का प्रयोग किया। पहले चरण में 24 सीटों पर मतदान हुआ जिनमें कश्मीर घाटी और जम्मू क्षेत्र की सीटें शामिल थीं। दस वर्ष बाद हो रहे इन चुनावों को लेकर मतदाताओं में उत्साह देखा गया। अनुच्छेद 370 हटने के बाद यह पहला विधानसभा चुनाव है। पहले चरण के मतदान के संकेत बताते हैं कि लोकतंत्र में लोगों की आस्था बढ़ी है। केन्द्र शासित जम्मू-कश्मीर विधानसभा चुनाव में पहले चरण के लिए बुधवार को मतदान सम्पन्न हुआ। चुनाव आयोग के अनुसार 58 फीसदी से अधिक मतदाताओं ने अपने मताधिकार का प्रयोग किया। पहले चरण में 24 सीटों पर मतदान हुआ जिनमें कश्मीर घाटी और जम्मू क्षेत्र की सीटें शामिल थीं। दस वर्ष बाद हो रहे इन चुनावों को लेकर मतदाताओं में उत्साह देखा गया। अनुच्छेद 370 हटने के बाद यह पहला विधानसभा चुनाव है। केन्द्र शासित जम्मू-कश्मीर विधानसभा चुनाव में पहले चरण के लिए बुधवार को मतदान सम्पन्न हुआ। चुनाव आयोग के अनुसार 58 फीसदी से अधिक मतदाताओं ने अपने मताधिकार का प्रयोग किया। पहले चरण में 24 सीटों पर मतदान हुआ जिनमें कश्मीर घाटी और जम्मू क्षेत्र की सीटें शामिल थीं। पहले चरण के मतदान के संकेत बताते हैं कि लोकतंत्र में लोगों की आस्था बढ़ी है। केन्द्र शासित जम्मू-कश्मीर विधानसभा चुनाव में पहले चरण के लिए बुधवार को मतदान सम्पन्न हुआ। चुनाव आयोग के अनुसार 58 फीसदी से अधिक मतदाताओं ने अपने मताधिकार का प्रयोग किया। पहले चरण में 24 सीटों पर मतदान हुआ जिनमें कश्मीर घाटी और जम्मू क्षेत्र की सीटें शामिल थीं।: [308, 105, 453, 277]
poem-line: अगर है भी तो उस पर: [660, 1091, 715, 1099]
